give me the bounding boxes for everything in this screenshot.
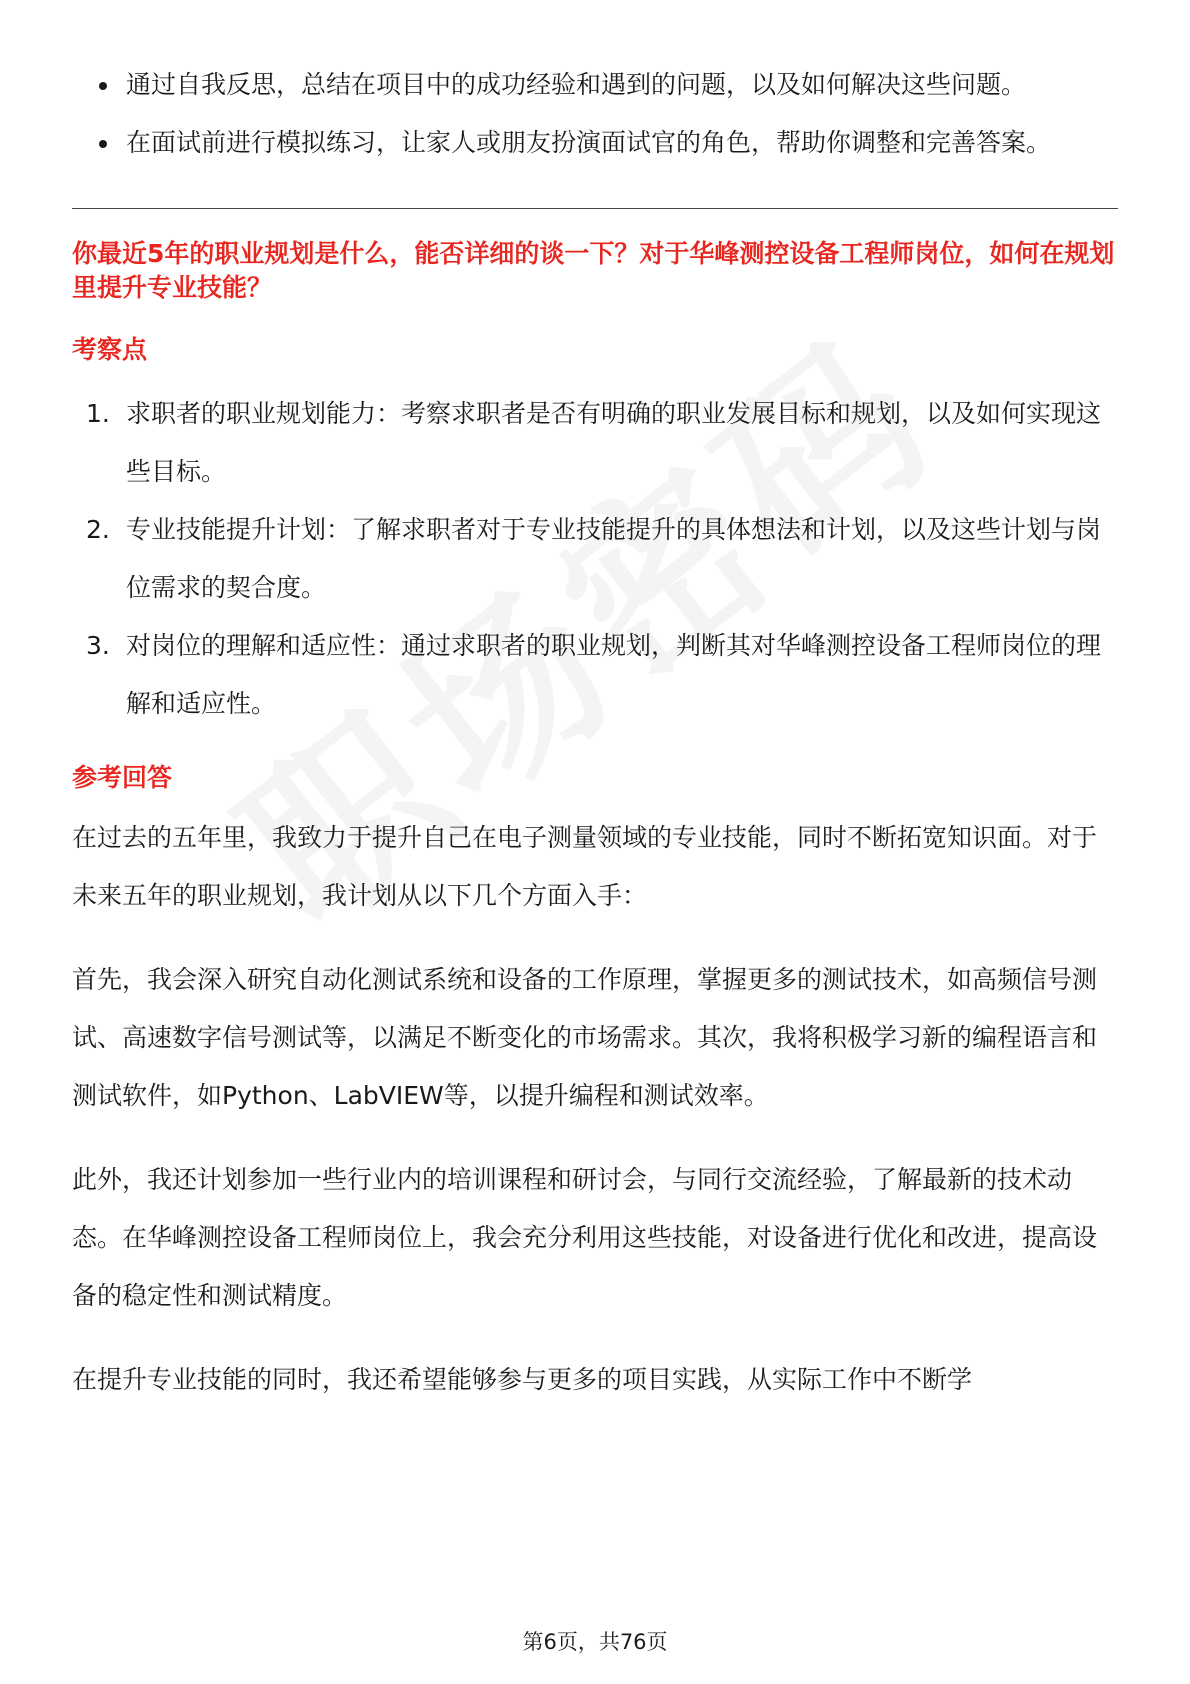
point-text: 求职者的职业规划能力：考察求职者是否有明确的职业发展目标和规划，以及如何实现这些目标。 — [126, 399, 1102, 486]
bullet-item: 在面试前进行模拟练习，让家人或朋友扮演面试官的角色，帮助你调整和完善答案。 — [72, 114, 1118, 172]
point-number: 1. — [86, 399, 110, 428]
answer-paragraph: 此外，我还计划参加一些行业内的培训课程和研讨会，与同行交流经验，了解最新的技术动态。在华峰测控设备工程师岗位上，我会充分利用这些技能，对设备进行优化和改进，提高设备的稳定性和测试精度。 — [72, 1165, 1098, 1310]
point-item — [72, 617, 1118, 733]
page-content — [72, 56, 1118, 1409]
point-number: 3. — [86, 631, 110, 660]
page-footer: 第6页，共76页 — [522, 1630, 668, 1654]
answer-paragraph: 在过去的五年里，我致力于提升自己在电子测量领域的专业技能，同时不断拓宽知识面。对于未来五年的职业规划，我计划从以下几个方面入手： — [72, 823, 1098, 910]
points-list — [72, 385, 1118, 733]
point-number: 2. — [86, 515, 110, 544]
answer-paragraph: 首先，我会深入研究自动化测试系统和设备的工作原理，掌握更多的测试技术，如高频信号测试、高速数字信号测试等，以满足不断变化的市场需求。其次，我将积极学习新的编程语言和测试软件，如Python、LabVIEW等，以提升编程和测试效率。 — [72, 965, 1098, 1110]
bullet-item: 通过自我反思，总结在项目中的成功经验和遇到的问题，以及如何解决这些问题。 — [72, 56, 1118, 114]
answer-heading: 参考回答 — [72, 763, 173, 792]
answer-paragraph: 在提升专业技能的同时，我还希望能够参与更多的项目实践，从实际工作中不断学 — [72, 1365, 973, 1394]
section-divider — [72, 208, 1118, 209]
point-text: 专业技能提升计划：了解求职者对于专业技能提升的具体想法和计划，以及这些计划与岗位需求的契合度。 — [126, 515, 1102, 602]
interview-question: 你最近5年的职业规划是什么，能否详细的谈一下？对于华峰测控设备工程师岗位，如何在规划里提升专业技能？ — [72, 239, 1115, 302]
point-text: 对岗位的理解和适应性：通过求职者的职业规划，判断其对华峰测控设备工程师岗位的理解和适应性。 — [126, 631, 1102, 718]
points-heading: 考察点 — [72, 335, 148, 364]
point-item — [72, 501, 1118, 617]
point-item — [72, 385, 1118, 501]
tips-bullet-list — [72, 56, 1118, 172]
